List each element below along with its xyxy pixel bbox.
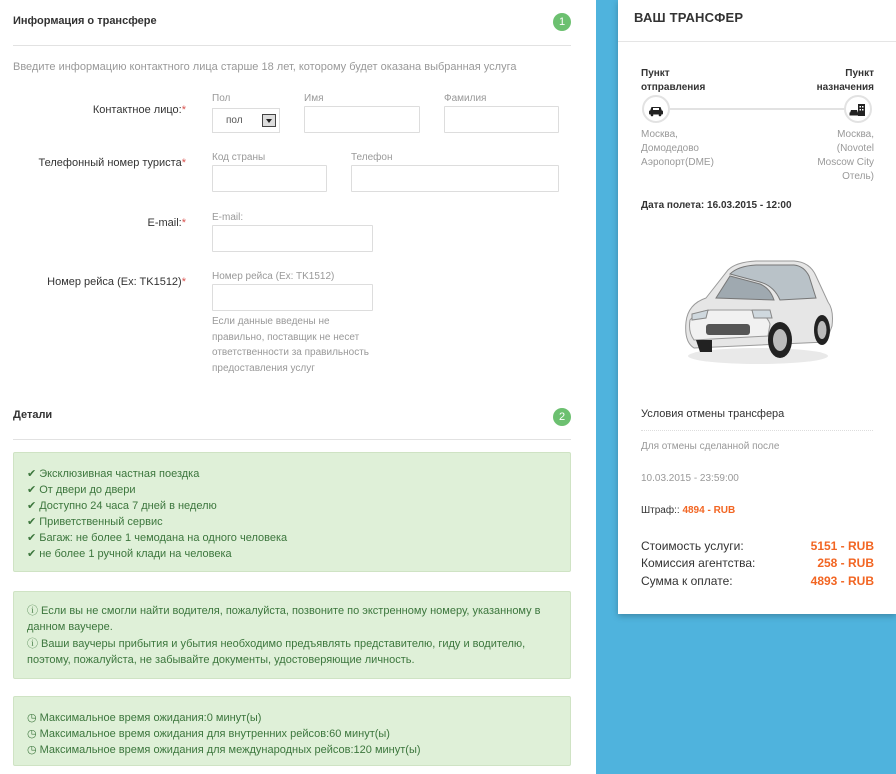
last-name-input[interactable] — [444, 106, 559, 133]
gender-hint: Пол — [212, 93, 231, 104]
phone-hint: Телефон — [351, 152, 393, 163]
chevron-down-icon — [262, 114, 276, 127]
info-icon: ⓘ — [27, 638, 38, 650]
flight-label: Номер рейса (Ex: TK1512)* — [47, 276, 186, 288]
car-icon — [642, 95, 670, 123]
info-box — [13, 591, 571, 679]
check-icon: ✔ — [27, 468, 37, 480]
phone-input[interactable] — [351, 165, 559, 192]
check-icon: ✔ — [27, 532, 37, 544]
flight-date: Дата полета: 16.03.2015 - 12:00 — [641, 200, 792, 211]
check-icon: ✔ — [27, 500, 37, 512]
list-item: ✔ Доступно 24 часа 7 дней в неделю — [27, 500, 217, 512]
check-icon: ✔ — [27, 516, 37, 528]
fine-value: 4894 - RUB — [682, 505, 736, 516]
divider — [13, 45, 571, 46]
fine-row: Штраф:: 4894 - RUB — [641, 505, 736, 516]
list-item: ✔ От двери до двери — [27, 484, 136, 496]
service-cost-value: 5151 - RUB — [810, 539, 874, 553]
total-value: 4893 - RUB — [810, 574, 874, 588]
clock-icon: ◷ — [27, 744, 37, 756]
cancel-text: Для отмены сделанной после — [641, 441, 780, 452]
wait-time-box — [13, 696, 571, 766]
hotel-icon — [844, 95, 872, 123]
contact-label: Контактное лицо:* — [92, 104, 186, 116]
flight-note: Если данные введены не правильно, поставщик не несет ответственности за правильность предоставления услуг — [212, 316, 369, 374]
cancel-title: Условия отмены трансфера — [641, 408, 785, 420]
gender-select[interactable] — [212, 108, 280, 133]
section-title-transfer-info: Информация о трансфере — [13, 15, 157, 27]
last-name-hint: Фамилия — [444, 93, 487, 104]
features-box — [13, 452, 571, 572]
clock-icon: ◷ — [27, 728, 37, 740]
list-item: ✔ Багаж: не более 1 чемодана на одного человека — [27, 532, 288, 544]
arrival-label: Пункт назначения — [816, 68, 874, 93]
list-item: ◷ Максимальное время ожидания:0 минут(ы) — [27, 712, 262, 724]
info-item: ⓘ Ваши ваучеры прибытия и убытия необходимо предъявлять представителю, гиду и водителю, поэтому, пожалуйста, не забывайте документы, удостоверяющие личность. — [27, 638, 526, 666]
email-label: E-mail:* — [147, 217, 186, 229]
country-code-input[interactable] — [212, 165, 327, 192]
gender-select-value: пол — [226, 115, 243, 126]
first-name-hint: Имя — [304, 93, 324, 104]
step-badge-1: 1 — [553, 13, 571, 31]
divider — [641, 430, 873, 431]
check-icon: ✔ — [27, 548, 37, 560]
divider — [618, 41, 896, 42]
transfer-summary-card — [618, 0, 896, 614]
list-item: ✔ Эксклюзивная частная поездка — [27, 468, 200, 480]
info-icon: ⓘ — [27, 605, 38, 617]
arrival-place: Москва, (Novotel Moscow City Отель) — [817, 129, 874, 182]
first-name-input[interactable] — [304, 106, 420, 133]
car-image — [676, 252, 838, 370]
clock-icon: ◷ — [27, 712, 37, 724]
card-title: ВАШ ТРАНСФЕР — [634, 10, 744, 25]
list-item: ✔ не более 1 ручной клади на человека — [27, 548, 232, 560]
divider — [13, 439, 571, 440]
departure-place: Москва, Домодедово Аэропорт(DME) — [641, 129, 714, 168]
step-badge-2: 2 — [553, 408, 571, 426]
list-item: ✔ Приветственный сервис — [27, 516, 163, 528]
phone-label: Телефонный номер туриста* — [38, 157, 186, 169]
commission-value: 258 - RUB — [817, 556, 874, 570]
departure-label: Пункт отправления — [641, 68, 706, 93]
flight-input[interactable] — [212, 284, 373, 311]
list-item: ◷ Максимальное время ожидания для международных рейсов:120 минут(ы) — [27, 744, 421, 756]
route-line — [670, 108, 848, 110]
commission-label: Комиссия агентства: — [641, 556, 756, 570]
info-item: ⓘ Если вы не смогли найти водителя, пожалуйста, позвоните по экстренному номеру, указанному в данном ваучере. — [27, 605, 541, 633]
intro-text: Введите информацию контактного лица старше 18 лет, которому будет оказана выбранная услуга — [13, 61, 517, 73]
total-label: Сумма к оплате: — [641, 574, 733, 588]
email-input[interactable] — [212, 225, 373, 252]
cancel-date: 10.03.2015 - 23:59:00 — [641, 473, 739, 484]
flight-hint: Номер рейса (Ex: TK1512) — [212, 271, 335, 282]
service-cost-label: Стоимость услуги: — [641, 539, 744, 553]
list-item: ◷ Максимальное время ожидания для внутренних рейсов:60 минут(ы) — [27, 728, 390, 740]
section-title-details: Детали — [13, 409, 53, 421]
check-icon: ✔ — [27, 484, 37, 496]
country-code-hint: Код страны — [212, 152, 266, 163]
email-hint: E-mail: — [212, 212, 244, 223]
